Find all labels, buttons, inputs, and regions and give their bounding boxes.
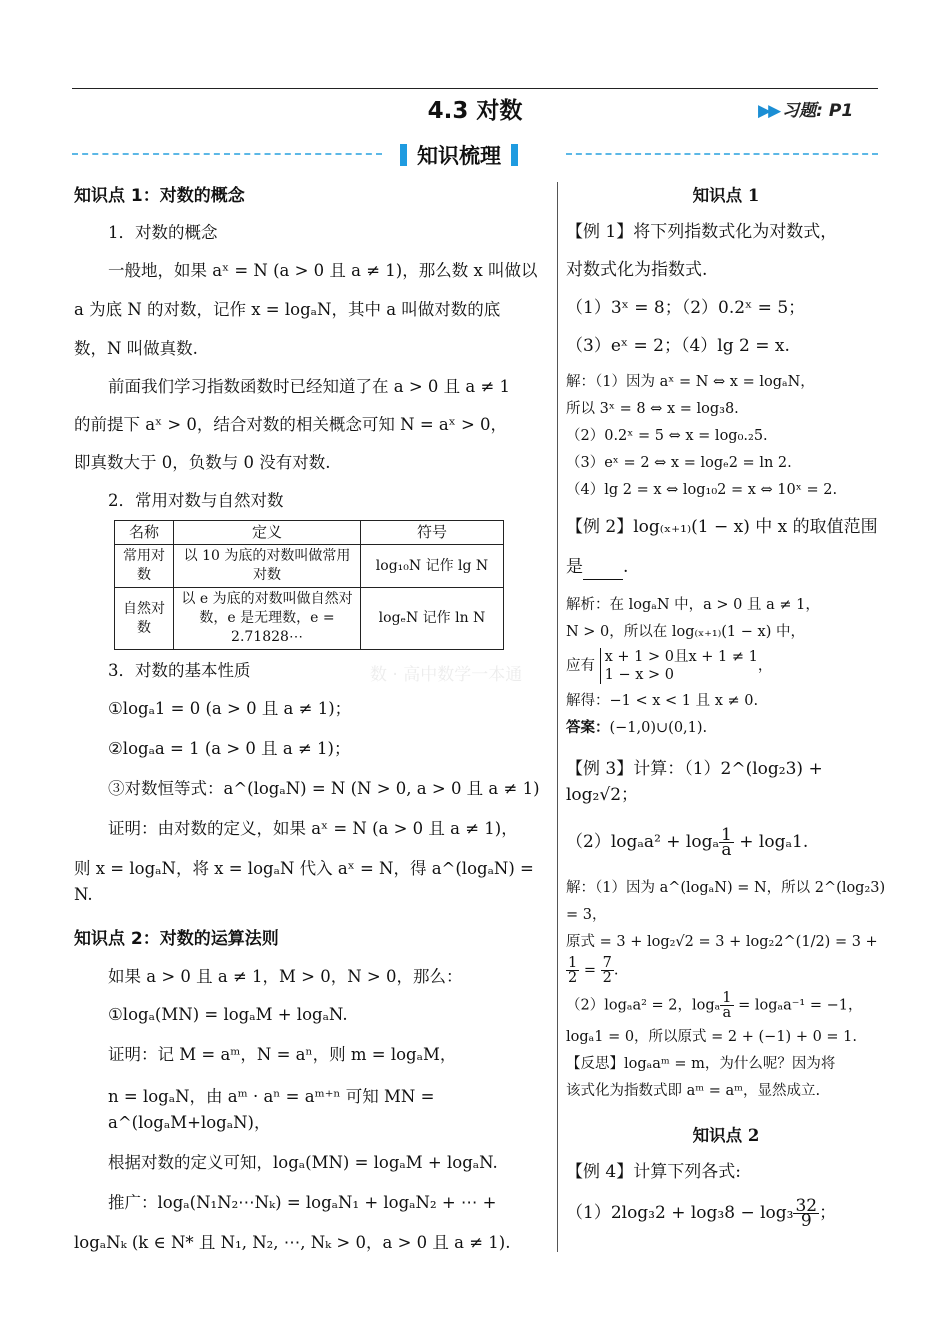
generalization-line: 推广：logₐ(N₁N₂⋯Nₖ) = logₐN₁ + logₐN₂ + ⋯ + [108,1193,497,1212]
rule-line: ①logₐ(MN) = logₐM + logₐN. [108,1005,348,1024]
paragraph-line: 即真数大于 0，负数与 0 没有对数. [74,453,331,472]
table-header: 符号 [361,521,504,545]
inequality-row: x + 1 > 0且x + 1 ≠ 1 [604,649,758,665]
subheading-concept: 1．对数的概念 [108,223,218,242]
definition-line: 数，N 叫做真数. [74,339,198,358]
solution-3-line: logₐ1 = 0，所以原式 = 2 + (−1) + 0 = 1. [566,1029,858,1045]
math-text: + logₐ1. [733,832,809,852]
solution-3-line: 解：（1）因为 a^(logₐN) = N，所以 2^(log₂3) = 3， [566,880,886,923]
system-prefix: 应有 [566,658,595,674]
subheading-common-log: 2．常用对数与自然对数 [108,491,284,510]
example-2-text: 是 [566,557,583,577]
section-bar-icon [511,144,518,166]
math-text: （2）logₐa² + logₐ [566,832,720,852]
fraction-numerator: 1 [721,825,732,845]
property-line: ①logₐ1 = 0 (a > 0 且 a ≠ 1)； [108,699,352,718]
system-suffix: ， [757,658,773,674]
example-1-line: 【例 1】将下列指数式化为对数式， [566,222,838,242]
example-2-line [566,554,886,580]
example-3-line: 【例 3】计算：（1）2^(log₂3) + log₂√2； [566,759,823,805]
example-2-end: . [623,557,629,577]
fraction-numerator: 1 [568,955,578,971]
answer-value: (−1,0)∪(0,1). [609,720,708,736]
proof-line: 根据对数的定义可知，logₐ(MN) = logₐM + logₐN. [108,1153,498,1172]
header-rule [72,88,878,89]
inequality-system [600,648,758,684]
kp2-heading: 知识点 2：对数的运算法则 [74,929,279,949]
table-cell: logₑN 记作 ln N [361,588,504,650]
rule-intro: 如果 a > 0 且 a ≠ 1，M > 0，N > 0，那么： [108,967,463,986]
subheading-properties: 3．对数的基本性质 [108,661,251,680]
fraction-numerator: 7 [602,955,612,971]
math-text: ； [819,1203,837,1223]
example-4-line: 【例 4】计算下列各式: [566,1162,741,1182]
answer-2-line [566,715,886,742]
paragraph-line: 前面我们学习指数函数时已经知道了在 a > 0 且 a ≠ 1 [108,377,511,396]
fraction [601,956,614,985]
section-dash-left [72,153,382,155]
fraction [793,1196,819,1231]
exercise-link-label: 习题: P1 [782,101,854,121]
definition-line: a 为底 N 的对数，记作 x = logₐN，其中 a 叫做对数的底 [74,300,501,319]
table-cell: 以 e 为底的对数叫做自然对数，e 是无理数，e = 2.71828⋯ [174,588,361,650]
table-header: 定义 [174,521,361,545]
analysis-2-system [566,648,886,684]
table-row [115,545,504,588]
reflection-line: 【反思】logₐaᵐ = m，为什么呢？因为将 [566,1056,836,1072]
reflection-line: 该式化为指数式即 aᵐ = aᵐ，显然成立. [566,1083,821,1099]
solution-1-line: （2）0.2ˣ = 5 ⇔ x = log₀.₂5. [566,428,768,444]
property-line: ③对数恒等式：a^(logₐN) = N (N > 0, a > 0 且 a ≠ 1) [108,779,540,798]
fraction [566,956,579,985]
answer-blank [583,561,623,580]
fraction-numerator: 32 [795,1196,818,1216]
left-column [74,183,550,1256]
double-arrow-icon: ▶▶ [758,101,779,121]
section-heading [400,140,518,170]
fraction-denominator: a [721,840,732,860]
page-title: 4.3 对数 [427,98,523,124]
definition-line: 一般地，如果 aˣ = N (a > 0 且 a ≠ 1)，那么数 x 叫做以 [108,261,538,280]
proof-line: 则 x = logₐN，将 x = logₐN 代入 aˣ = N，得 a^(logₐN) = N. [74,859,534,904]
kp1-heading: 知识点 1：对数的概念 [74,186,245,206]
watermark: 数 · 高中数学一本通 [370,665,523,685]
kp2-label: 知识点 2 [692,1126,760,1145]
math-text: （1）2log₃2 + log₃8 − log₃ [566,1203,794,1223]
section-title: 知识梳理 [417,144,501,168]
analysis-2-line: 解得：−1 < x < 1 且 x ≠ 0. [566,693,759,709]
solution-1-line: （4）lg 2 = x ⇔ log₁₀2 = x ⇔ 10ˣ = 2. [566,482,838,498]
fraction-denominator: 9 [800,1211,812,1231]
section-dash-right [566,153,878,155]
exercise-link[interactable] [758,96,853,121]
math-text: 原式 = 3 + log₂√2 = 3 + log₂2^(1/2) = 3 + [566,934,878,950]
paragraph-line: 的前提下 aˣ > 0，结合对数的相关概念可知 N = aˣ > 0， [74,415,508,434]
log-type-table [114,520,504,650]
table-header-row [115,521,504,545]
proof-line: 证明：记 M = aᵐ，N = aⁿ，则 m = logₐM， [108,1045,457,1064]
fraction-denominator: a [722,1005,732,1021]
example-3-line [566,825,886,860]
example-2-line: 【例 2】log₍ₓ₊₁₎(1 − x) 中 x 的取值范围 [566,517,878,537]
table-header: 名称 [115,521,174,545]
math-text: （2）logₐa² = 2，logₐ [566,997,721,1014]
fraction-denominator: 2 [602,970,612,986]
solution-1-line: （3）eˣ = 2 ⇔ x = logₑ2 = ln 2. [566,455,792,471]
analysis-2-line: 解析：在 logₐN 中，a > 0 且 a ≠ 1， [566,597,820,613]
solution-1-line: 所以 3ˣ = 8 ⇔ x = log₃8. [566,401,739,417]
fraction [720,991,733,1020]
example-1-line: 对数式化为指数式. [566,260,708,280]
solution-1-line: 解：（1）因为 aˣ = N ⇔ x = logₐN， [566,374,815,390]
proof-line: n = logₐN，由 aᵐ · aⁿ = aᵐ⁺ⁿ 可知 MN = a^(logₐM+logₐN)， [108,1087,435,1132]
table-row [115,588,504,650]
fraction-denominator: 2 [568,970,578,986]
table-cell: 常用对数 [115,545,174,588]
example-1-question: （3）eˣ = 2；（4）lg 2 = x. [566,336,790,356]
math-text: . [613,962,619,979]
section-bar-icon [400,144,407,166]
column-divider [557,182,558,1252]
example-1-question: （1）3ˣ = 8；（2）0.2ˣ = 5； [566,298,806,318]
analysis-2-line: N > 0，所以在 log₍ₓ₊₁₎(1 − x) 中， [566,624,805,640]
table-cell: 以 10 为底的对数叫做常用对数 [174,545,361,588]
right-column [566,183,886,1231]
fraction-numerator: 1 [722,990,732,1006]
property-line: ②logₐa = 1 (a > 0 且 a ≠ 1)； [108,739,351,758]
math-text: = logₐa⁻¹ = −1， [733,997,863,1014]
proof-line: 证明：由对数的定义，如果 aˣ = N (a > 0 且 a ≠ 1)， [108,819,518,838]
answer-label: 答案： [566,720,610,736]
fraction [719,825,734,860]
solution-3-line [566,991,886,1020]
generalization-line: logₐNₖ (k ∈ N* 且 N₁, N₂, ⋯, Nₖ > 0，a > 0 且 a ≠ 1). [74,1233,511,1252]
table-cell: log₁₀N 记作 lg N [361,545,504,588]
solution-3-line [566,929,886,985]
inequality-row: 1 − x > 0 [604,667,674,683]
table-cell: 自然对数 [115,588,174,650]
example-4-line [566,1196,886,1231]
math-text: = [579,962,601,979]
kp1-label: 知识点 1 [692,186,760,205]
